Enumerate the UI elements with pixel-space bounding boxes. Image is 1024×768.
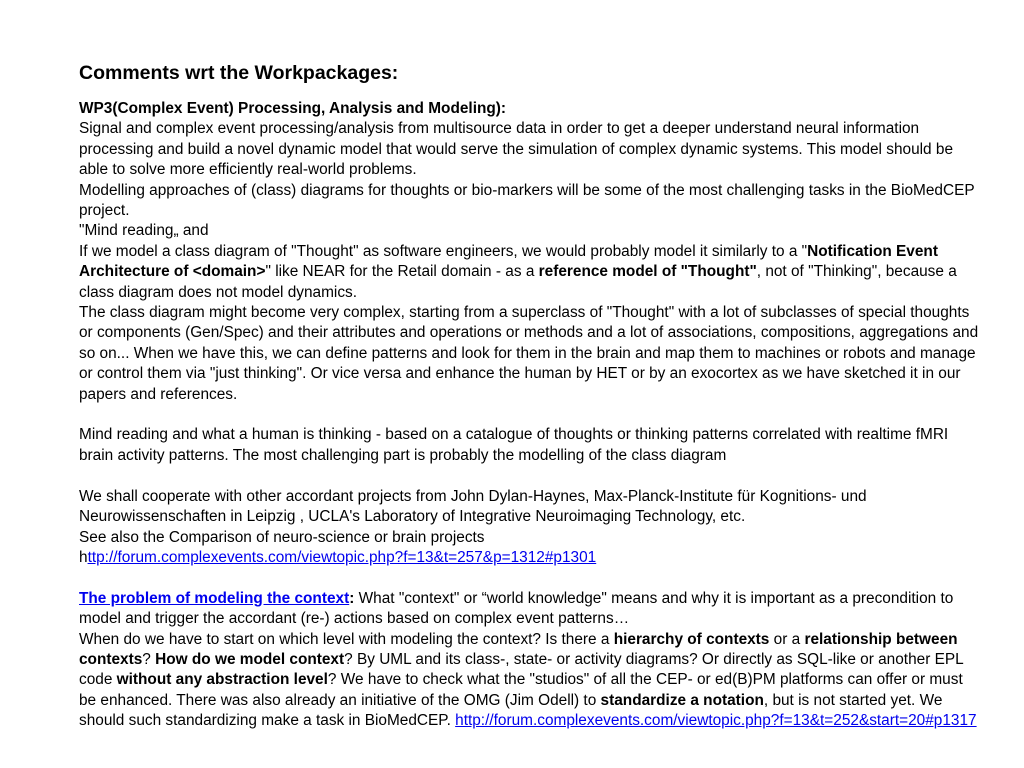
wp3-paragraph-4 — [79, 242, 979, 303]
context-questions — [79, 630, 979, 732]
q-text-6: , but is not started yet. We should such standardizing make a task in BioMedCEP. — [79, 691, 943, 730]
spacer — [79, 405, 979, 425]
wp3-link-line — [79, 548, 979, 568]
q-text-1: When do we have to start on which level with modeling the context? Is there a — [79, 630, 614, 648]
spacer — [79, 466, 979, 486]
q-bold-5: standardize a notation — [600, 691, 764, 709]
q-bold-2: relationship between contexts — [79, 630, 958, 668]
wp3-paragraph-8: See also the Comparison of neuro-science or brain projects — [79, 528, 485, 546]
wp3-paragraph-1: Signal and complex event processing/analysis from multisource data in order to get a deeper understand neural information processing and build a novel dynamic model that would serve the simulation of complex dynamic systems. This model should be able to solve more efficiently real-world problems. — [79, 120, 954, 179]
q-text-4: ? By UML and its class-, state- or activity diagrams? Or directly as SQL-like or another EPL code — [79, 650, 964, 689]
wp3-paragraph-7: We shall cooperate with other accordant projects from John Dylan-Haynes, Max-Planck-Institute für Kognitions- und Neurowissenschaften in Leipzig , UCLA's Laboratory of Integrative Neuroimaging Technology, etc. — [79, 487, 867, 526]
context-intro — [79, 589, 979, 630]
spacer — [79, 568, 979, 588]
context-intro-text: What "context" or “world knowledge" means and why it is important as a precondition to model and trigger the accordant (re-) actions based on complex event patterns… — [79, 589, 954, 628]
page-heading: Comments wrt the Workpackages: — [79, 62, 399, 84]
wp3-paragraph-5: The class diagram might become very complex, starting from a superclass of "Thought" with a lot of subclasses of special thoughts or components (Gen/Spec) and their attributes and operations or methods and a lot of associations, compositions, aggregations and so on... When we have this, we can define patterns and look for them in the brain and map them to machines or robots and manage or control them via "just thinking". Or vice versa and enhance the human by HET or by an exocortex as we have sketched it in our papers and references. — [79, 304, 979, 403]
p4-text-1: If we model a class diagram of "Thought" as software engineers, we would probably model it similarly to a " — [79, 242, 808, 260]
q-bold-1: hierarchy of contexts — [613, 630, 770, 648]
p4-bold-2: reference model of "Thought" — [538, 263, 757, 281]
forum-link-1[interactable]: ttp://forum.complexevents.com/viewtopic.php?f=13&t=257&p=1312#p1301 — [87, 548, 597, 566]
document-page — [79, 59, 979, 732]
wp3-paragraph-3: "Mind reading„ and — [79, 222, 209, 240]
wp3-paragraph-6: Mind reading and what a human is thinking - based on a catalogue of thoughts or thinking patterns correlated with realtime fMRI brain activity patterns. The most challenging part is probably the modelling of the class diagram — [79, 426, 949, 464]
q-bold-3: How do we model context — [155, 650, 345, 668]
q-text-3: ? — [142, 650, 156, 668]
wp3-title: WP3(Complex Event) Processing, Analysis and Modeling): — [79, 100, 507, 117]
q-bold-4: without any abstraction level — [116, 671, 328, 689]
wp3-paragraph-2: Modelling approaches of (class) diagrams for thoughts or bio-markers will be some of the most challenging tasks in the BioMedCEP project. — [79, 181, 975, 220]
q-text-5: ? We have to check what the "studios" of all the CEP- or ed(B)PM platforms can offer or must be enhanced. There was also already an initiative of the OMG (Jim Odell) to — [79, 671, 963, 709]
link-prefix: h — [79, 548, 88, 566]
p4-bold-1: Notification Event Architecture of <domain> — [79, 242, 938, 281]
q-text-2: or a — [769, 630, 805, 648]
p4-text-3: , not of "Thinking", because a class diagram does not model dynamics. — [79, 263, 957, 301]
p4-text-2: " like NEAR for the Retail domain - as a — [265, 263, 539, 281]
context-colon: : — [349, 589, 355, 607]
context-problem-link[interactable]: The problem of modeling the context — [79, 589, 350, 607]
forum-link-2[interactable]: http://forum.complexevents.com/viewtopic.php?f=13&t=252&start=20#p1317 — [455, 712, 977, 730]
